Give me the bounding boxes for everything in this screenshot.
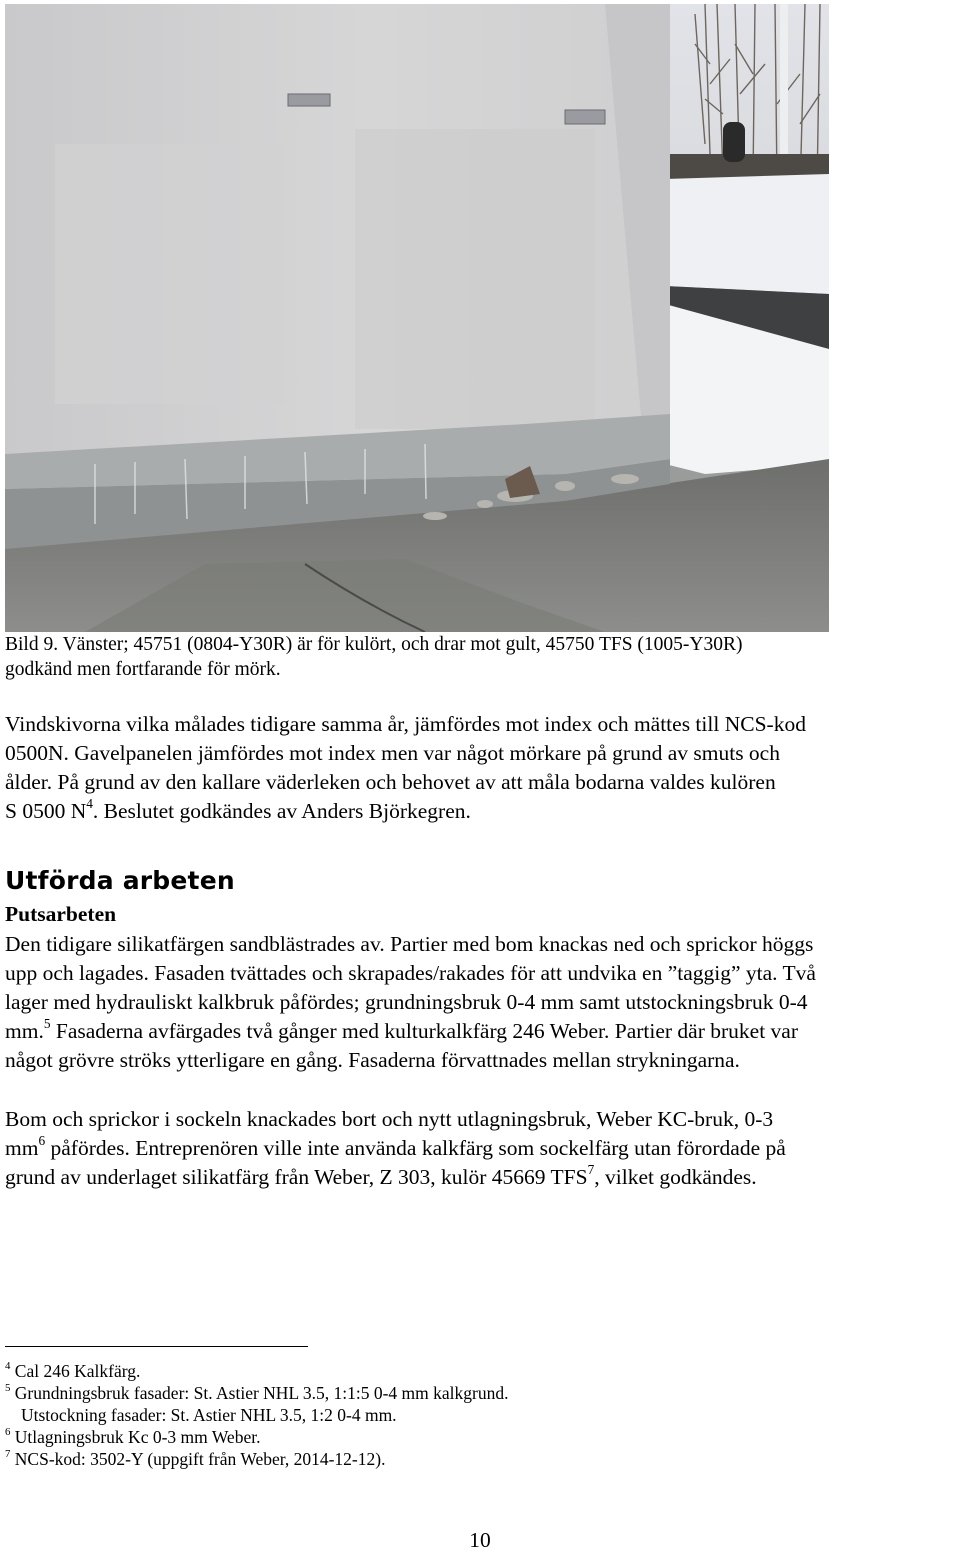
footnote-4: [5, 1360, 905, 1382]
paragraph-line: 0500N. Gavelpanelen jämfördes mot index men var något mörkare på grund av smuts och: [5, 741, 780, 765]
footnote-reference: 4: [86, 796, 93, 812]
footnote-number: 5: [5, 1381, 11, 1394]
text-segment: S 0500 N: [5, 799, 87, 823]
section-heading: Utförda arbeten: [5, 866, 235, 895]
text-segment: påfördes. Entreprenören ville inte använda kalkfärg som sockelfärg utan förordade på: [45, 1136, 786, 1160]
paragraph-line: ålder. På grund av den kallare väderleken och behovet av att måla bodarna valdes kulören: [5, 770, 776, 794]
footnote-7: [5, 1448, 905, 1470]
footnote-text: NCS-kod: 3502-Y (uppgift från Weber, 2014-12-12).: [10, 1449, 386, 1469]
text-segment: mm: [5, 1136, 39, 1160]
text-segment: Fasaderna avfärgades två gånger med kulturkalkfärg 246 Weber. Partier där bruket var: [50, 1019, 799, 1043]
footnote-5: [5, 1382, 905, 1404]
page-number: 10: [469, 1528, 491, 1552]
footnote-number: 7: [5, 1447, 11, 1460]
text-segment: . Beslutet godkändes av Anders Björkegren.: [92, 799, 471, 823]
paragraph-putsarbeten: [5, 930, 950, 1075]
paragraph-line: upp och lagades. Fasaden tvättades och skrapades/rakades för att undvika en ”taggig” yta. Två: [5, 961, 816, 985]
footnote-reference: 6: [38, 1133, 46, 1149]
footnotes: [5, 1360, 905, 1470]
paragraph-line: Den tidigare silikatfärgen sandblästrades av. Partier med bom knackas ned och sprickor höggs: [5, 932, 814, 956]
footnote-text: Grundningsbruk fasader: St. Astier NHL 3.5, 1:1:5 0-4 mm kalkgrund.: [10, 1383, 509, 1403]
paragraph-line: [5, 797, 950, 826]
paragraph-line: lager med hydrauliskt kalkbruk påfördes; grundningsbruk 0-4 mm samt utstockningsbruk 0-4: [5, 990, 808, 1014]
text-segment: mm.: [5, 1019, 44, 1043]
paragraph-sockel: [5, 1105, 950, 1192]
test-patch-sign-left: [288, 94, 330, 106]
text-segment: , vilket godkändes.: [594, 1165, 757, 1189]
paragraph-line: Vindskivorna vilka målades tidigare samma år, jämfördes mot index och mättes till NCS-kod: [5, 712, 806, 736]
footnote-divider: [5, 1346, 308, 1347]
paragraph-line: [5, 1163, 950, 1192]
footnote-text: Utlagningsbruk Kc 0-3 mm Weber.: [10, 1427, 261, 1447]
facade-photo: [5, 4, 829, 632]
paragraph-line: Bom och sprickor i sockeln knackades bort och nytt utlagningsbruk, Weber KC-bruk, 0-3: [5, 1107, 774, 1131]
photo-caption: [5, 632, 905, 682]
test-patch-sign-right: [565, 110, 605, 124]
paragraph-line: något grövre ströks ytterligare en gång. Fasaderna förvattnades mellan strykningarna.: [5, 1048, 740, 1072]
footnote-reference: 5: [43, 1016, 51, 1032]
footnote-number: 4: [5, 1359, 11, 1372]
footnote-text: Cal 246 Kalkfärg.: [10, 1361, 141, 1381]
footnote-reference: 7: [587, 1162, 595, 1178]
facade-photo-drawing: [5, 4, 829, 632]
footnote-5-continued: [5, 1404, 905, 1426]
caption-line: godkänd men fortfarande för mörk.: [5, 659, 281, 680]
paragraph-vindskivor: [5, 710, 950, 826]
section-subheading: Putsarbeten: [5, 902, 117, 926]
text-segment: grund av underlaget silikatfärg från Weber, Z 303, kulör 45669 TFS: [5, 1165, 588, 1189]
paragraph-line: [5, 1017, 950, 1046]
footnote-number: 6: [5, 1425, 11, 1438]
caption-line: Bild 9. Vänster; 45751 (0804-Y30R) är för kulört, och drar mot gult, 45750 TFS (1005-Y30R): [5, 634, 743, 655]
footnote-text: Utstockning fasader: St. Astier NHL 3.5, 1:2 0-4 mm.: [21, 1405, 397, 1425]
footnote-6: [5, 1426, 905, 1448]
paragraph-line: [5, 1134, 950, 1163]
